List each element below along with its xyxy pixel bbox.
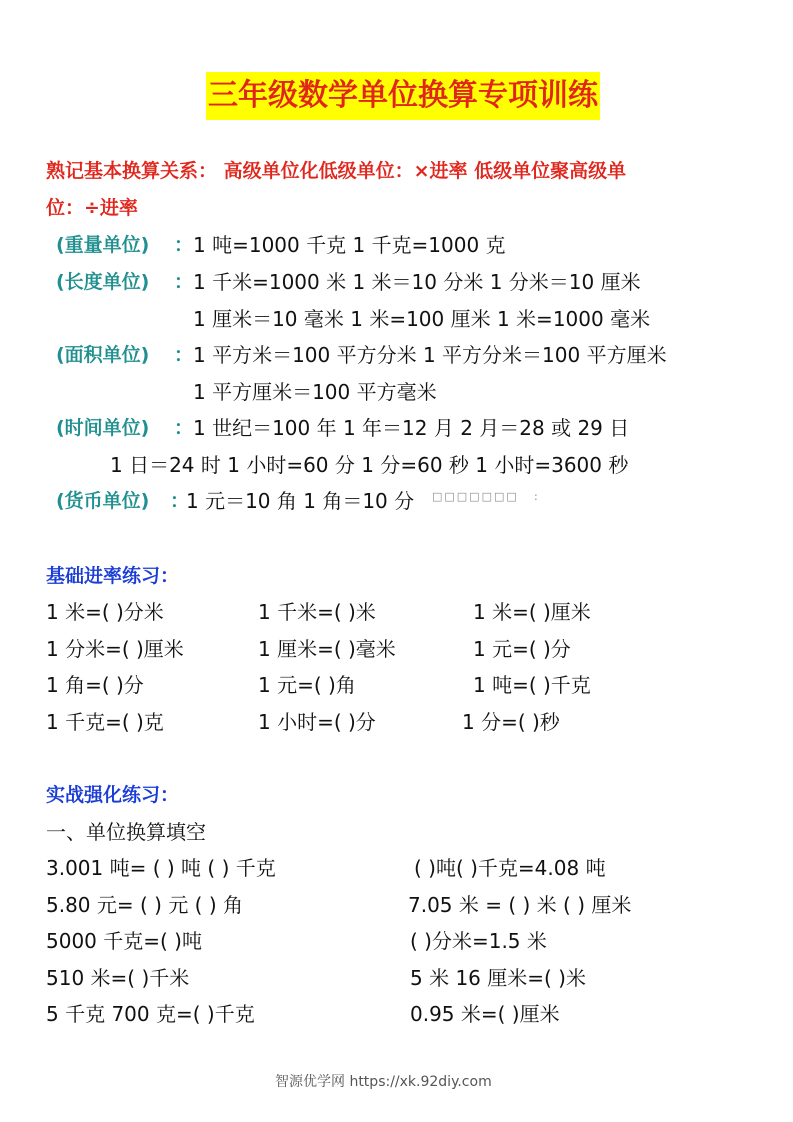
practice-item: 5 米 16 厘米=( )米 <box>410 966 586 990</box>
area-label: (面积单位) <box>56 344 150 366</box>
basic-item: 1 千米=( )米 <box>258 600 376 624</box>
practice-item: 5000 千克=( )吨 <box>46 929 202 953</box>
length-label: (长度单位) <box>56 271 150 293</box>
practice-heading: 实战强化练习： <box>46 784 180 806</box>
practice-item: 510 米=( )千米 <box>46 966 190 990</box>
practice-item: 5 千克 700 克=( )千克 <box>46 1002 255 1026</box>
time-colon: ： <box>174 417 194 439</box>
practice-item: 7.05 米 = ( ) 米 ( ) 厘米 <box>408 893 632 917</box>
basic-item: 1 小时=( )分 <box>258 710 376 734</box>
basic-item: 1 分=( )秒 <box>462 710 560 734</box>
money-hint: □□□□□□□ <box>432 490 519 503</box>
basic-item: 1 吨=( )千克 <box>473 673 591 697</box>
weight-label: (重量单位) <box>56 234 150 256</box>
basic-item: 1 分米=( )厘米 <box>46 637 184 661</box>
area-colon: ： <box>174 344 194 366</box>
money-text: 1 元＝10 角 1 角＝10 分 <box>186 489 415 513</box>
page-title: 三年级数学单位换算专项训练 <box>206 72 600 120</box>
length-text-1: 1 千米=1000 米 1 米＝10 分米 1 分米＝10 厘米 <box>193 270 641 294</box>
basic-item: 1 厘米=( )毫米 <box>258 637 396 661</box>
footer-text: 智源优学网 https://xk.92diy.com <box>275 1074 492 1090</box>
length-colon: ： <box>174 271 194 293</box>
practice-item: ( )吨( )千克=4.08 吨 <box>414 856 606 880</box>
basic-item: 1 米=( )分米 <box>46 600 164 624</box>
basic-item: 1 角=( )分 <box>46 673 144 697</box>
area-text-1: 1 平方米＝100 平方分米 1 平方分米＝100 平方厘米 <box>193 343 667 367</box>
practice-item: ( )分米=1.5 米 <box>410 929 547 953</box>
time-text-2: 1 日＝24 时 1 小时=60 分 1 分=60 秒 1 小时=3600 秒 <box>110 453 629 477</box>
basic-item: 1 元=( )分 <box>473 637 571 661</box>
basic-heading: 基础进率练习： <box>46 565 180 587</box>
practice-item: 0.95 米=( )厘米 <box>410 1002 560 1026</box>
intro-line-1: 熟记基本换算关系： 高级单位化低级单位：×进率 低级单位聚高级单 <box>46 160 627 182</box>
time-label: (时间单位) <box>56 417 150 439</box>
area-text-2: 1 平方厘米＝100 平方毫米 <box>193 380 437 404</box>
weight-text: 1 吨=1000 千克 1 千克=1000 克 <box>193 233 506 257</box>
weight-colon: ： <box>174 234 194 256</box>
basic-item: 1 米=( )厘米 <box>473 600 591 624</box>
basic-item: 1 千克=( )克 <box>46 710 164 734</box>
money-hint-colon: : <box>534 490 540 503</box>
intro-line-2: 位：÷进率 <box>46 197 138 219</box>
length-text-2: 1 厘米＝10 毫米 1 米=100 厘米 1 米=1000 毫米 <box>193 307 651 331</box>
time-text-1: 1 世纪＝100 年 1 年＝12 月 2 月＝28 或 29 日 <box>193 416 630 440</box>
practice-subheading: 一、单位换算填空 <box>46 820 206 844</box>
basic-item: 1 元=( )角 <box>258 673 356 697</box>
practice-item: 5.80 元= ( ) 元 ( ) 角 <box>46 893 244 917</box>
money-label: (货币单位) <box>56 490 150 512</box>
practice-item: 3.001 吨= ( ) 吨 ( ) 千克 <box>46 856 276 880</box>
money-colon: ： <box>170 490 190 512</box>
